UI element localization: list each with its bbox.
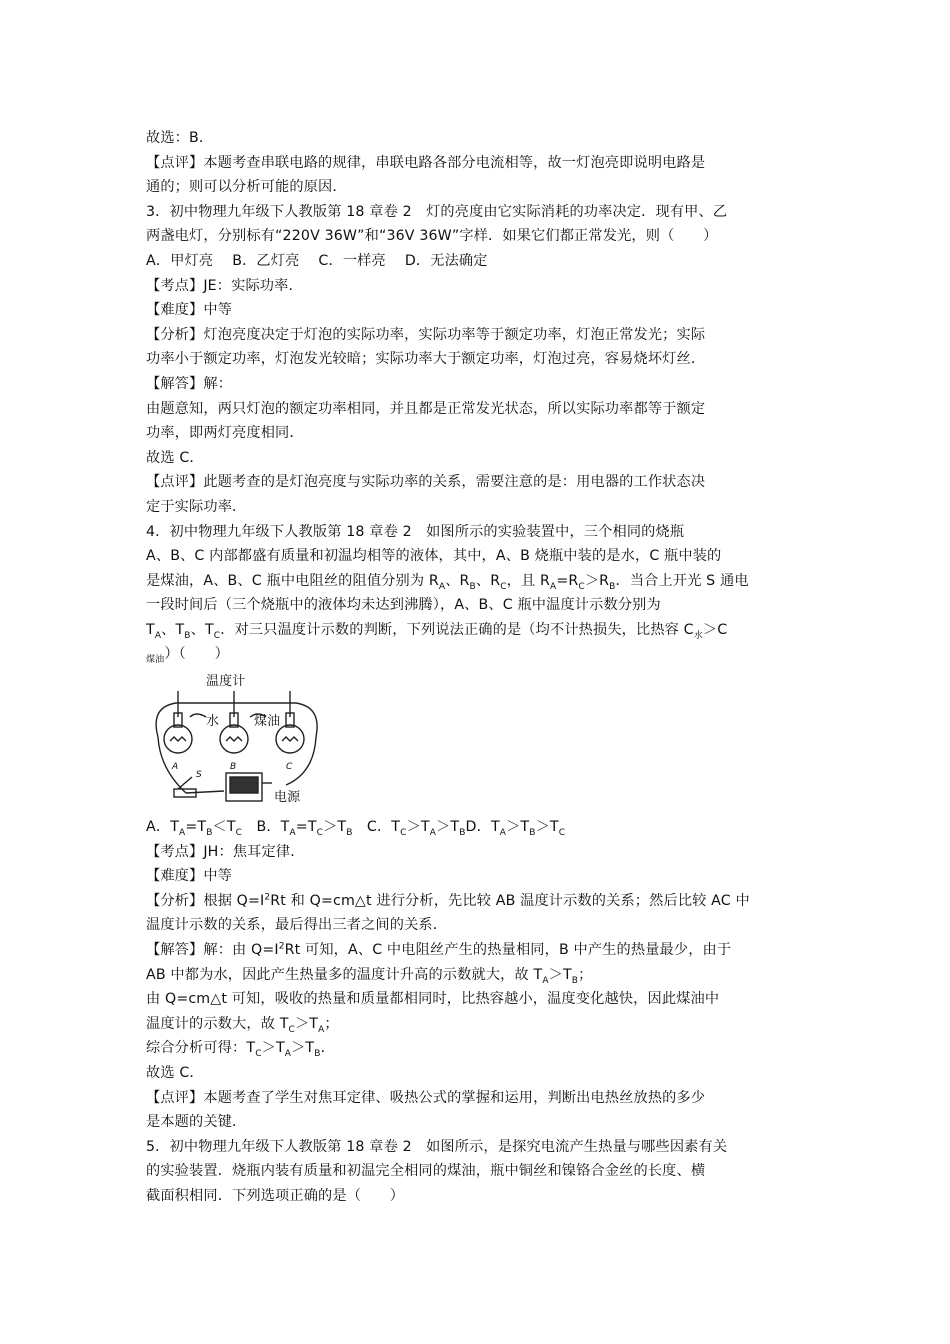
text-line: 温度计示数的关系，最后得出三者之间的关系． [146, 917, 448, 934]
document-page [146, 126, 810, 1209]
label-power: 电源 [274, 790, 301, 806]
text-line: 由 Q=cm△t 可知，吸收的热量和质量都相同时，比热容越小，温度变化越快，因此煤油中 [146, 991, 720, 1008]
label-b: B [230, 762, 237, 773]
text-line: 【分析】根据 $Q=I^2Rt$ 和 Q=cm△t 进行分析，先比较 AB 温度计示数的关系；然后比较 AC 中 [146, 892, 750, 909]
text-line: 的实验装置．烧瓶内装有质量和初温完全相同的煤油，瓶中铜丝和镍铬合金丝的长度、横 [146, 1163, 706, 1180]
power-supply-icon [226, 773, 272, 801]
text-line: $T_A$、$T_B$、$T_C$．对三只温度计示数的判断，下列说法正确的是（均不计热损失，比热容 $C_水>C$ [146, 621, 728, 641]
text-line: 【解答】解： [146, 375, 233, 392]
text-line: 定于实际功率． [146, 498, 247, 515]
label-oil: 煤油 [254, 714, 281, 730]
text-line: 【解答】解：由 $Q=I^2Rt$ 可知，A、C 中电阻丝产生的热量相同，B 中产生的热量最少，由于 [146, 941, 732, 959]
text-line: 5．初中物理九年级下人教版第 18 章卷 2 如图所示，是探究电流产生热量与哪些因素有关 [146, 1138, 728, 1155]
text-line: 【分析】灯泡亮度决定于灯泡的实际功率，实际功率等于额定功率，灯泡正常发光；实际 [146, 326, 706, 343]
text-line: 一段时间后（三个烧瓶中的液体均未达到沸腾），A、B、C 瓶中温度计示数分别为 [146, 597, 661, 614]
label-thermometer: 温度计 [206, 674, 246, 690]
text-line: 故选 C． [146, 449, 204, 466]
text-line: 综合分析可得：$T_C>T_A>T_B$． [146, 1040, 335, 1060]
text-line: 4．初中物理九年级下人教版第 18 章卷 2 如图所示的实验装置中，三个相同的烧瓶 [146, 523, 685, 540]
label-s: S [196, 770, 202, 781]
flask-a [164, 691, 192, 753]
text-line: 【点评】本题考查了学生对焦耳定律、吸热公式的掌握和运用，判断出电热丝放热的多少 [146, 1089, 706, 1106]
switch-icon [174, 777, 196, 797]
text-line: 【考点】JH：焦耳定律． [146, 843, 305, 860]
label-a: A [172, 762, 179, 773]
text-line: 【难度】中等 [146, 302, 233, 319]
text-line: 通的；则可以分析可能的原因． [146, 179, 347, 196]
text-line: 由题意知，两只灯泡的额定功率相同，并且都是正常发光状态，所以实际功率都等于额定 [146, 400, 706, 417]
label-c: C [286, 762, 293, 773]
text-line: 温度计的示数大，故 $T_C>T_A$； [146, 1015, 339, 1035]
text-line: 3．初中物理九年级下人教版第 18 章卷 2 灯的亮度由它实际消耗的功率决定．现有甲、乙 [146, 203, 728, 220]
text-line: 是本题的关键． [146, 1114, 247, 1131]
label-water: 水 [206, 714, 220, 730]
text-line: 功率，即两灯亮度相同． [146, 425, 304, 442]
text-line: 功率小于额定功率，灯泡发光较暗；实际功率大于额定功率，灯泡过亮，容易烧坏灯丝． [146, 351, 706, 368]
flask-b [220, 691, 248, 753]
text-line: A．甲灯亮 B．乙灯亮 C．一样亮 D．无法确定 [146, 252, 488, 269]
text-line: A、B、C 内部都盛有质量和初温均相等的液体，其中，A、B 烧瓶中装的是水，C 瓶中装的 [146, 548, 722, 565]
text-line: 故选：B． [146, 130, 214, 146]
circuit-figure [146, 673, 326, 811]
text-line: 故选 C． [146, 1065, 204, 1081]
text-line: 【点评】此题考查的是灯泡亮度与实际功率的关系，需要注意的是：用电器的工作状态决 [146, 474, 706, 491]
text-line: AB 中都为水，因此产生热量多的温度计升高的示数就大，故 $T_A>T_B$； [146, 966, 593, 986]
text-line: 两盏电灯，分别标有“220V 36W”和“36V 36W”字样．如果它们都正常发光，则（ ） [146, 228, 718, 245]
text-line: 是煤油，A、B、C 瓶中电阻丝的阻值分别为 $R_A$、$R_B$、$R_C$，且 $R_A=R_C>R_B$．当合上开光 S 通电 [146, 572, 749, 592]
text-line: 【考点】JE：实际功率． [146, 277, 303, 294]
text-line: 【点评】本题考查串联电路的规律，串联电路各部分电流相等，故一灯泡亮即说明电路是 [146, 154, 706, 171]
text-line: $_{煤油}$）（ ） [146, 646, 229, 666]
text-line: 截面积相同．下列选项正确的是（ ） [146, 1187, 405, 1204]
text-line: A．$T_A=T_B<T_C$ B．$T_A=T_C>T_B$ C．$T_C>T_A>T_BD$．$T_A>T_B>T_C$ [146, 819, 566, 838]
text-line: 【难度】中等 [146, 868, 233, 885]
